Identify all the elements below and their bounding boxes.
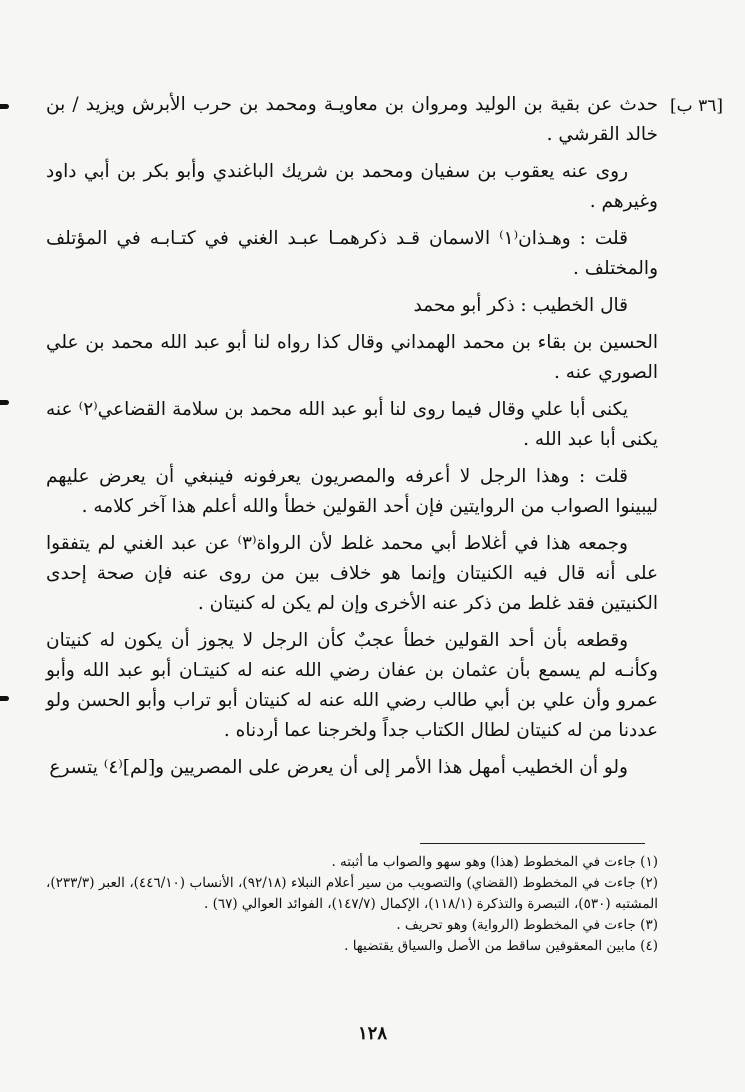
- paragraph: قال الخطيب : ذكر أبو محمد: [413, 295, 628, 316]
- footnotes: [46, 852, 658, 957]
- main-text: [46, 90, 658, 790]
- paragraph: قلت : وهذا الرجل لا أعرفه والمصريون يعرفونه فينبغي أن يعرض عليهم ليبينوا الصواب من الروايتين فإن أحد القولين خطأ والله أعلم هذا آخر كلامه .: [46, 466, 658, 517]
- footnote: (٣) جاءت في المخطوط (الرواية) وهو تحريف .: [396, 917, 658, 933]
- manuscript-folio-marker: [٣٦ ب]: [670, 96, 723, 116]
- paragraph: ولو أن الخطيب أمهل هذا الأمر إلى أن يعرض على المصريين و[لم]⁽٤⁾ يتسرع: [49, 757, 628, 778]
- footnote: (١) جاءت في المخطوط (هذا) وهو سهو والصواب ما أثبته .: [331, 854, 658, 870]
- paragraph: وقطعه بأن أحد القولين خطأ عجبٌ كأن الرجل لا يجوز أن يكون له كنيتان وكأنـه لم يسمع بأن عثمان بن عفان رضي الله عنه له كنيتـان أبو عبد الله وأبو عمرو وأن علي بن أبي طالب رضي الله عنه له كنيتان أبو تراب وأبو الحسن ولو عددنا من له كنيتان لطال الكتاب جداً ولخرجنا عما أردناه .: [46, 630, 658, 741]
- paragraph: وجمعه هذا في أغلاط أبي محمد غلط لأن الرواة⁽٣⁾ عن عبد الغني لم يتفقوا على أنه قال فيه الكنيتان وإنما هو خلاف بين من روى عنه فإن صحة إحدى الكنيتين فقد غلط من ذكر عنه الأخرى وإن لم يكن له كنيتان .: [46, 533, 658, 614]
- page-number: ١٢٨: [357, 1023, 387, 1044]
- paragraph: يكنى أبا علي وقال فيما روى لنا أبو عبد الله محمد بن سلامة القضاعي⁽٢⁾ عنه يكنى أبا عبد الله .: [46, 399, 658, 450]
- footnote: (٢) جاءت في المخطوط (القضاي) والتصويب من سير أعلام النبلاء (٩٢/١٨)، الأنساب (٤٤٦/١٠)، العبر (٢٣٣/٣)، المشتبه (٥٣٠)، التبصرة والتذكرة (١١٨/١)، الإكمال (١٤٧/٧)، الفوائد العوالي (٦٧) .: [46, 875, 659, 912]
- paragraph: روى عنه يعقوب بن سفيان ومحمد بن شريك الباغندي وأبو بكر بن أبي داود وغيرهم .: [46, 161, 658, 212]
- left-edge-mark: [0, 696, 9, 701]
- left-edge-mark: [0, 104, 9, 109]
- paragraph: الحسين بن بقاء بن محمد الهمداني وقال كذا رواه لنا أبو عبد الله محمد بن علي الصوري عنه .: [46, 332, 658, 383]
- paragraph: قلت : وهـذان⁽١⁾ الاسمان قـد ذكرهمـا عبـد الغني في كتـابـه في المؤتلف والمختلف .: [46, 228, 658, 279]
- paragraph: حدث عن بقية بن الوليد ومروان بن معاويـة ومحمد بن حرب الأبرش ويزيد / بن خالد القرشي .: [46, 94, 658, 145]
- footnote-separator: [420, 843, 645, 844]
- footnote: (٤) مابين المعقوفين ساقط من الأصل والسياق يقتضيها .: [344, 938, 658, 954]
- left-edge-mark: [0, 400, 9, 405]
